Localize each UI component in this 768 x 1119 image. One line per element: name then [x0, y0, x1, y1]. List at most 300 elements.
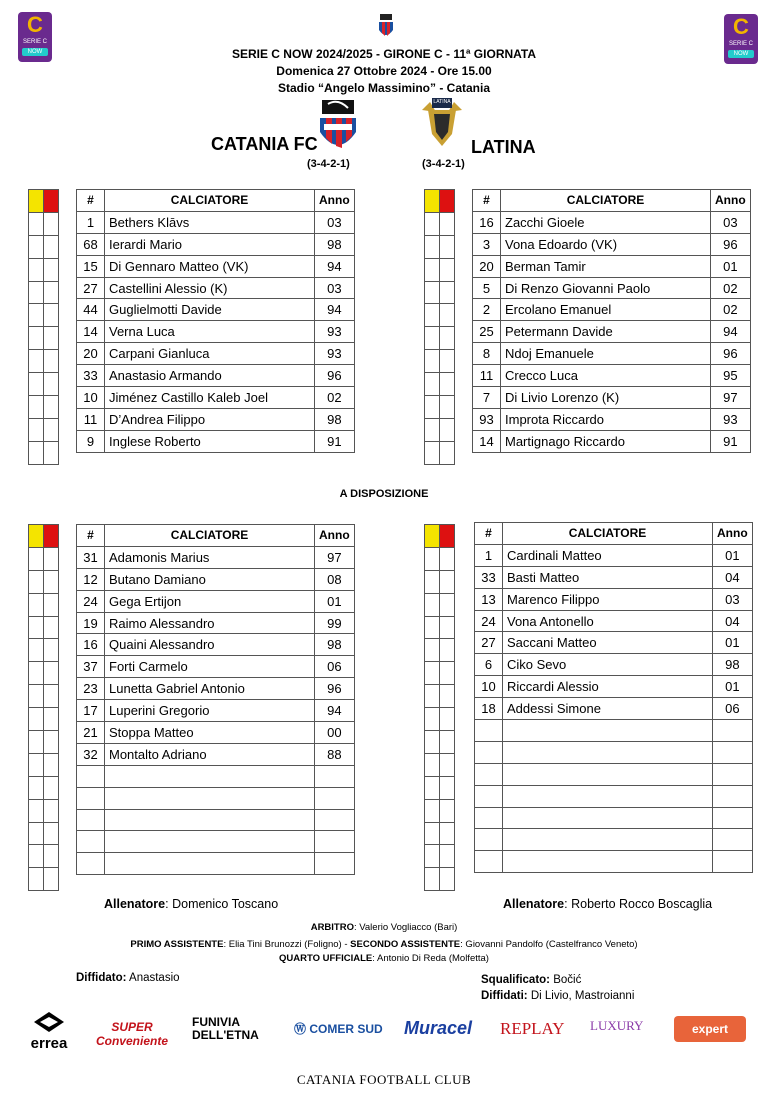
- table-row: [475, 698, 753, 720]
- table-row: [77, 809, 355, 831]
- card-cell: [440, 616, 455, 639]
- card-cell: [29, 258, 44, 281]
- player-number: 31: [77, 546, 105, 568]
- player-number: 12: [77, 568, 105, 590]
- card-cell: [425, 373, 440, 396]
- table-row: [473, 408, 751, 430]
- player-name: Jiménez Castillo Kaleb Joel: [105, 387, 315, 409]
- player-name: Di Gennaro Matteo (VK): [105, 255, 315, 277]
- player-number: 32: [77, 743, 105, 765]
- player-year: 96: [711, 233, 751, 255]
- fourth-official-name: : Antonio Di Reda (Molfetta): [372, 953, 489, 964]
- card-cell: [29, 662, 44, 685]
- card-cell: [29, 350, 44, 373]
- table-row: [77, 656, 355, 678]
- player-number: 23: [77, 678, 105, 700]
- card-cell: [29, 845, 44, 868]
- player-name: Inglese Roberto: [105, 430, 315, 452]
- player-name: [105, 765, 315, 787]
- card-cell: [29, 639, 44, 662]
- sponsor-expert: expert: [674, 1016, 746, 1042]
- card-cell: [440, 441, 455, 464]
- player-name: D’Andrea Filippo: [105, 408, 315, 430]
- card-cell: [425, 212, 440, 235]
- card-cell: [425, 685, 440, 708]
- player-year: 00: [315, 722, 355, 744]
- table-row: [475, 851, 753, 873]
- card-cell: [440, 258, 455, 281]
- player-year: [315, 787, 355, 809]
- fourth-official-line: [0, 951, 768, 966]
- second-assistant-name: : Giovanni Pandolfo (Castelfranco Veneto): [460, 939, 638, 950]
- player-number: 6: [475, 654, 503, 676]
- player-name: Crecco Luca: [501, 365, 711, 387]
- col-num: #: [475, 523, 503, 545]
- card-cell: [440, 799, 455, 822]
- player-year: 98: [315, 634, 355, 656]
- player-number: [475, 807, 503, 829]
- serie-c-badge-left: C SERIE C NOW: [18, 12, 52, 62]
- table-row: [77, 430, 355, 452]
- home-subs-table: [76, 524, 355, 875]
- col-year: Anno: [315, 525, 355, 547]
- player-name: Forti Carmelo: [105, 656, 315, 678]
- player-name: Saccani Matteo: [503, 632, 713, 654]
- player-year: 93: [711, 408, 751, 430]
- table-header-row: [473, 190, 751, 212]
- player-name: [105, 787, 315, 809]
- footer-club-name: CATANIA FOOTBALL CLUB: [296, 1072, 472, 1087]
- card-cell: [440, 685, 455, 708]
- card-cell: [29, 327, 44, 350]
- table-row: [475, 807, 753, 829]
- player-number: [77, 853, 105, 875]
- card-cell: [44, 845, 59, 868]
- table-row: [77, 590, 355, 612]
- card-cell: [440, 212, 455, 235]
- player-year: [713, 741, 753, 763]
- card-cell: [425, 868, 440, 891]
- table-row: [77, 387, 355, 409]
- player-number: [475, 741, 503, 763]
- player-number: 24: [77, 590, 105, 612]
- away-subs-table: [474, 522, 753, 873]
- player-name: Di Livio Lorenzo (K): [501, 387, 711, 409]
- card-cell: [440, 845, 455, 868]
- player-year: 98: [315, 233, 355, 255]
- card-cell: [425, 327, 440, 350]
- card-cell: [44, 639, 59, 662]
- player-name: Carpani Gianluca: [105, 343, 315, 365]
- player-name: Quaini Alessandro: [105, 634, 315, 656]
- card-cell: [44, 396, 59, 419]
- table-row: [475, 544, 753, 566]
- player-name: Basti Matteo: [503, 566, 713, 588]
- table-row: [475, 566, 753, 588]
- away-subs-cards: [424, 524, 455, 891]
- player-name: Martignago Riccardo: [501, 430, 711, 452]
- table-row: [77, 787, 355, 809]
- player-number: 7: [473, 387, 501, 409]
- card-cell: [29, 616, 44, 639]
- player-name: Stoppa Matteo: [105, 722, 315, 744]
- player-number: [475, 763, 503, 785]
- player-name: [105, 831, 315, 853]
- player-number: [475, 720, 503, 742]
- card-cell: [440, 304, 455, 327]
- player-year: 02: [711, 277, 751, 299]
- sponsor-label: errea: [30, 1035, 68, 1052]
- player-name: Ierardi Mario: [105, 233, 315, 255]
- player-year: 02: [315, 387, 355, 409]
- assistants-line: [0, 937, 768, 952]
- card-cell: [44, 868, 59, 891]
- player-year: 03: [711, 211, 751, 233]
- card-cell: [44, 731, 59, 754]
- latina-crest-label: LATINA: [433, 99, 451, 105]
- col-player: CALCIATORE: [501, 190, 711, 212]
- vw-icon: Ⓦ: [294, 1022, 307, 1036]
- player-year: 91: [711, 430, 751, 452]
- table-row: [475, 763, 753, 785]
- player-name: [503, 807, 713, 829]
- table-row: [77, 743, 355, 765]
- table-row: [475, 720, 753, 742]
- home-starters-table: [76, 189, 355, 453]
- table-row: [475, 676, 753, 698]
- player-number: 27: [475, 632, 503, 654]
- card-cell: [425, 662, 440, 685]
- red-card-header: [44, 525, 59, 548]
- player-year: 93: [315, 321, 355, 343]
- sponsor-luxury: LUXURY: [590, 1018, 644, 1033]
- sponsor-muracel: Muracel: [404, 1018, 473, 1038]
- card-cell: [44, 822, 59, 845]
- card-cell: [425, 570, 440, 593]
- card-cell: [44, 753, 59, 776]
- card-cell: [440, 373, 455, 396]
- player-number: 44: [77, 299, 105, 321]
- player-year: [315, 809, 355, 831]
- player-number: 1: [77, 211, 105, 233]
- player-number: 5: [473, 277, 501, 299]
- table-row: [475, 632, 753, 654]
- sponsor-super-conveniente: SUPER Conveniente: [95, 1020, 168, 1048]
- card-cell: [440, 418, 455, 441]
- table-row: [77, 853, 355, 875]
- player-name: Guglielmotti Davide: [105, 299, 315, 321]
- player-number: [77, 831, 105, 853]
- player-number: 37: [77, 656, 105, 678]
- card-cell: [29, 731, 44, 754]
- card-cell: [440, 662, 455, 685]
- card-cell: [44, 281, 59, 304]
- player-number: [77, 765, 105, 787]
- col-num: #: [473, 190, 501, 212]
- player-number: 24: [475, 610, 503, 632]
- player-number: 68: [77, 233, 105, 255]
- card-cell: [29, 685, 44, 708]
- player-number: [475, 851, 503, 873]
- player-year: 06: [315, 656, 355, 678]
- player-year: 01: [713, 632, 753, 654]
- table-row: [77, 277, 355, 299]
- card-cell: [425, 776, 440, 799]
- away-squalificato: [481, 974, 581, 986]
- player-name: Montalto Adriano: [105, 743, 315, 765]
- player-number: 93: [473, 408, 501, 430]
- player-year: 94: [711, 321, 751, 343]
- card-cell: [425, 418, 440, 441]
- home-subs-cards: [28, 524, 59, 891]
- card-cell: [425, 350, 440, 373]
- table-row: [77, 233, 355, 255]
- coach-label: Allenatore: [104, 897, 166, 911]
- player-name: Bethers Klāvs: [105, 211, 315, 233]
- referee-line: [0, 920, 768, 935]
- player-year: [713, 785, 753, 807]
- player-number: 2: [473, 299, 501, 321]
- player-number: 14: [77, 321, 105, 343]
- table-row: [473, 343, 751, 365]
- diffidati-value: Anastasio: [126, 972, 180, 984]
- card-cell: [44, 708, 59, 731]
- card-cell: [44, 776, 59, 799]
- player-number: 16: [77, 634, 105, 656]
- card-cell: [425, 281, 440, 304]
- player-number: 17: [77, 700, 105, 722]
- away-starters-table: [472, 189, 751, 453]
- diffidati-label: Diffidati:: [481, 990, 528, 1002]
- card-cell: [425, 258, 440, 281]
- player-name: Lunetta Gabriel Antonio: [105, 678, 315, 700]
- player-year: 03: [713, 588, 753, 610]
- player-number: 10: [475, 676, 503, 698]
- card-cell: [29, 708, 44, 731]
- table-row: [473, 277, 751, 299]
- squalificato-label: Squalificato:: [481, 974, 551, 986]
- player-name: Raimo Alessandro: [105, 612, 315, 634]
- card-cell: [29, 235, 44, 258]
- card-cell: [440, 753, 455, 776]
- stadium-line: Stadio “Angelo Massimino” - Catania: [277, 81, 491, 95]
- player-year: [713, 851, 753, 873]
- player-number: 11: [77, 408, 105, 430]
- yellow-card-header: [29, 190, 44, 213]
- table-row: [475, 785, 753, 807]
- player-year: 01: [713, 676, 753, 698]
- card-cell: [425, 639, 440, 662]
- card-cell: [29, 281, 44, 304]
- player-year: 94: [315, 255, 355, 277]
- card-cell: [29, 593, 44, 616]
- table-row: [475, 741, 753, 763]
- player-name: Gega Ertijon: [105, 590, 315, 612]
- player-name: Petermann Davide: [501, 321, 711, 343]
- player-year: 97: [315, 546, 355, 568]
- badge-sub: NOW: [22, 48, 48, 56]
- card-cell: [440, 547, 455, 570]
- col-player: CALCIATORE: [105, 190, 315, 212]
- player-number: 25: [473, 321, 501, 343]
- coach-label: Allenatore: [503, 897, 565, 911]
- card-cell: [29, 441, 44, 464]
- card-cell: [29, 753, 44, 776]
- yellow-card-header: [425, 525, 440, 548]
- table-row: [473, 387, 751, 409]
- player-name: [503, 785, 713, 807]
- table-row: [475, 654, 753, 676]
- card-cell: [44, 327, 59, 350]
- player-year: 03: [315, 277, 355, 299]
- col-player: CALCIATORE: [105, 525, 315, 547]
- col-player: CALCIATORE: [503, 523, 713, 545]
- card-cell: [425, 708, 440, 731]
- player-number: 13: [475, 588, 503, 610]
- player-number: 11: [473, 365, 501, 387]
- card-cell: [44, 373, 59, 396]
- card-cell: [425, 799, 440, 822]
- home-starters-cards: [28, 189, 59, 465]
- player-year: [713, 720, 753, 742]
- catania-small-crest-icon: [378, 14, 394, 40]
- player-year: 04: [713, 566, 753, 588]
- yellow-card-header: [29, 525, 44, 548]
- sponsor-comer-sud: [294, 1020, 383, 1037]
- player-year: 98: [713, 654, 753, 676]
- player-year: 94: [315, 700, 355, 722]
- player-year: 97: [711, 387, 751, 409]
- first-assistant-name: : Elia Tini Brunozzi (Foligno) -: [223, 939, 351, 950]
- card-cell: [440, 868, 455, 891]
- table-header-row: [77, 190, 355, 212]
- player-number: 14: [473, 430, 501, 452]
- red-card-header: [440, 190, 455, 213]
- card-cell: [44, 662, 59, 685]
- player-name: Luperini Gregorio: [105, 700, 315, 722]
- player-year: [315, 853, 355, 875]
- red-card-header: [440, 525, 455, 548]
- player-name: Improta Riccardo: [501, 408, 711, 430]
- diffidati-label: Diffidato:: [76, 972, 127, 984]
- player-number: 8: [473, 343, 501, 365]
- player-number: 20: [473, 255, 501, 277]
- home-team-name: CATANIA FC: [211, 134, 318, 154]
- fourth-official-label: QUARTO UFFICIALE: [279, 953, 373, 964]
- col-year: Anno: [711, 190, 751, 212]
- badge-text: SERIE C: [22, 39, 47, 45]
- card-cell: [44, 593, 59, 616]
- table-row: [77, 612, 355, 634]
- player-year: 94: [315, 299, 355, 321]
- competition-line: SERIE C NOW 2024/2025 - GIRONE C - 11ª GIORNATA: [231, 47, 537, 61]
- card-cell: [425, 593, 440, 616]
- card-cell: [29, 373, 44, 396]
- player-year: 08: [315, 568, 355, 590]
- sponsor-replay: REPLAY: [500, 1019, 565, 1038]
- player-name: [503, 763, 713, 785]
- date-line: Domenica 27 Ottobre 2024 - Ore 15.00: [276, 64, 492, 78]
- home-formation: (3-4-2-1): [307, 158, 350, 170]
- card-cell: [440, 327, 455, 350]
- table-row: [77, 211, 355, 233]
- player-year: 99: [315, 612, 355, 634]
- player-year: [713, 807, 753, 829]
- card-cell: [44, 685, 59, 708]
- card-cell: [425, 616, 440, 639]
- card-cell: [29, 304, 44, 327]
- card-cell: [440, 639, 455, 662]
- card-cell: [29, 776, 44, 799]
- card-cell: [440, 350, 455, 373]
- table-row: [475, 610, 753, 632]
- bench-title: A DISPOSIZIONE: [339, 488, 429, 500]
- card-cell: [425, 822, 440, 845]
- card-cell: [29, 799, 44, 822]
- card-cell: [44, 418, 59, 441]
- squalificato-value: Bočić: [550, 974, 582, 986]
- card-cell: [29, 212, 44, 235]
- card-cell: [440, 396, 455, 419]
- player-name: Ndoj Emanuele: [501, 343, 711, 365]
- first-assistant-label: PRIMO ASSISTENTE: [130, 939, 224, 950]
- card-cell: [44, 212, 59, 235]
- table-row: [473, 299, 751, 321]
- player-year: 98: [315, 408, 355, 430]
- player-name: [105, 853, 315, 875]
- player-year: [713, 829, 753, 851]
- card-cell: [29, 868, 44, 891]
- table-row: [473, 321, 751, 343]
- player-name: Cardinali Matteo: [503, 544, 713, 566]
- card-cell: [44, 799, 59, 822]
- player-number: 20: [77, 343, 105, 365]
- player-year: 01: [713, 544, 753, 566]
- table-header-row: [77, 525, 355, 547]
- player-number: [77, 787, 105, 809]
- card-cell: [440, 708, 455, 731]
- player-name: Ercolano Emanuel: [501, 299, 711, 321]
- table-row: [77, 568, 355, 590]
- away-coach: [503, 897, 712, 911]
- col-num: #: [77, 190, 105, 212]
- table-row: [77, 255, 355, 277]
- player-name: [105, 809, 315, 831]
- table-row: [77, 700, 355, 722]
- player-year: 91: [315, 430, 355, 452]
- col-num: #: [77, 525, 105, 547]
- table-row: [473, 233, 751, 255]
- errea-logo-icon: [34, 1012, 64, 1032]
- card-cell: [44, 350, 59, 373]
- card-cell: [440, 776, 455, 799]
- table-row: [475, 829, 753, 851]
- serie-c-badge-right: C SERIE C NOW: [724, 14, 758, 64]
- table-header-row: [475, 523, 753, 545]
- card-cell: [29, 396, 44, 419]
- player-name: [503, 741, 713, 763]
- table-row: [77, 343, 355, 365]
- player-name: Verna Luca: [105, 321, 315, 343]
- player-number: 21: [77, 722, 105, 744]
- player-name: Vona Edoardo (VK): [501, 233, 711, 255]
- away-starters-cards: [424, 189, 455, 465]
- player-number: 18: [475, 698, 503, 720]
- player-number: 1: [475, 544, 503, 566]
- table-row: [77, 831, 355, 853]
- card-cell: [440, 593, 455, 616]
- coach-name: : Domenico Toscano: [165, 897, 279, 911]
